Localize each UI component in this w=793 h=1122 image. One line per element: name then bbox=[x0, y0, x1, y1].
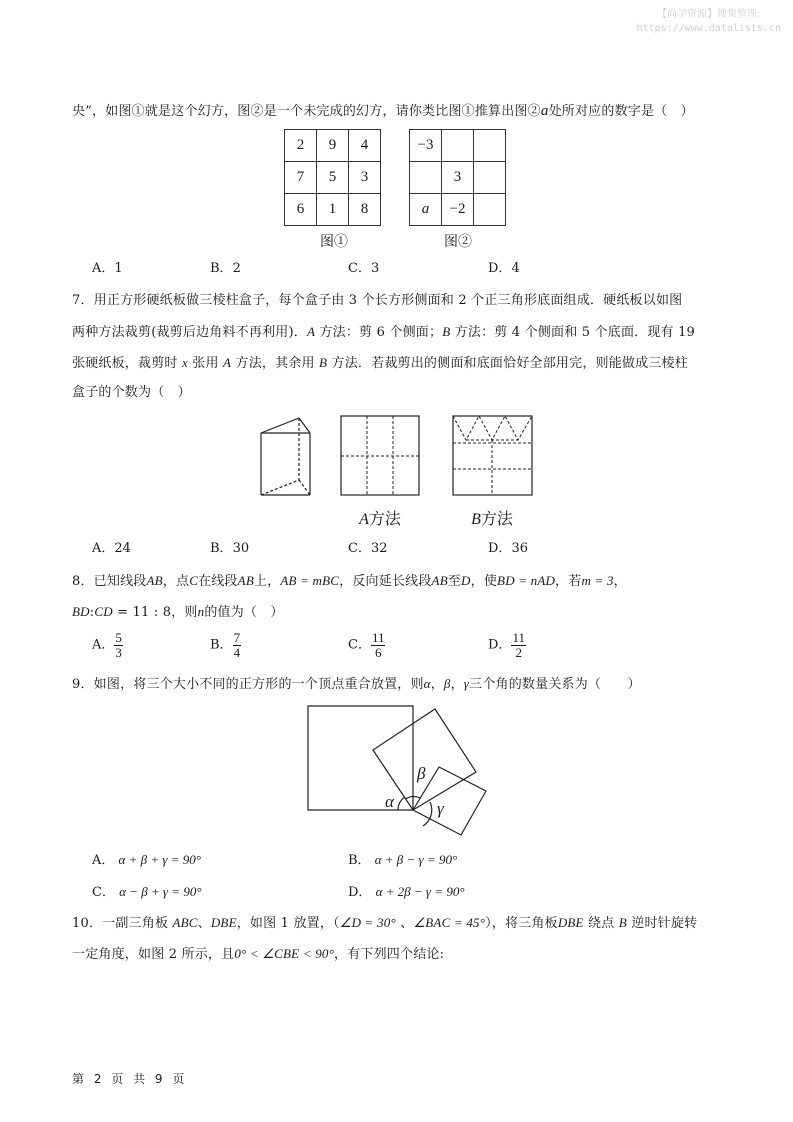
option-label: C． bbox=[348, 261, 371, 276]
alpha-arc bbox=[398, 797, 405, 810]
q9-option-a[interactable] bbox=[92, 852, 201, 869]
watermark-url: https://www.datalists.cn bbox=[636, 23, 781, 34]
var-A: A bbox=[223, 355, 232, 370]
option-value: 1 bbox=[114, 261, 123, 276]
option-value: 30 bbox=[232, 541, 250, 556]
text: = 11 : 8，则 bbox=[112, 605, 198, 620]
text: 、 bbox=[197, 916, 211, 931]
text: ，有下列四个结论: bbox=[334, 947, 445, 962]
text: 9．如图，将三个大小不同的正方形的一个顶点重合放置，则 bbox=[72, 677, 424, 692]
q10-line-1 bbox=[72, 915, 697, 932]
cell: 7 bbox=[285, 162, 317, 194]
text: 方法，其余用 bbox=[231, 356, 320, 371]
text: 张硬纸板，裁剪时 bbox=[72, 356, 182, 371]
q9-option-b[interactable] bbox=[348, 852, 457, 869]
option-label: C． bbox=[348, 541, 371, 556]
gamma-arc bbox=[423, 802, 432, 826]
option-value: α + β + γ = 90° bbox=[118, 852, 201, 867]
option-label: A． bbox=[92, 541, 115, 556]
math: AB bbox=[431, 573, 448, 588]
var-x: x bbox=[181, 355, 188, 370]
q7-line-1: 7．用正方形硬纸板做三棱柱盒子，每个盒子由 3 个长方形侧面和 2 个正三角形底面组成．硬纸板以如图 bbox=[72, 293, 683, 308]
option-value: 2 bbox=[232, 261, 241, 276]
option-label: C． bbox=[92, 885, 115, 900]
option-label: B． bbox=[210, 261, 233, 276]
text: 、 bbox=[395, 916, 414, 931]
option-value: α + β − γ = 90° bbox=[374, 852, 458, 867]
cell: 4 bbox=[349, 130, 381, 162]
caption-text: 方法 bbox=[368, 509, 401, 528]
q7-line-4: 盒子的个数为（ ） bbox=[72, 385, 191, 400]
math: m = 3 bbox=[581, 573, 614, 588]
cell: 5 bbox=[317, 162, 349, 194]
text: 10．一副三角板 bbox=[72, 916, 173, 931]
text: ，使 bbox=[470, 574, 498, 589]
q6-stem-text-1: 央”，如图①就是这个幻方，图②是一个未完成的幻方，请你类比图①推算出图② bbox=[72, 104, 541, 119]
math: 0° < ∠CBE < 90° bbox=[234, 946, 334, 961]
math: AB bbox=[237, 573, 254, 588]
option-label: B． bbox=[348, 853, 371, 868]
option-value: α + 2β − γ = 90° bbox=[375, 884, 465, 899]
text: 方法：剪 6 个侧面； bbox=[315, 325, 443, 340]
math: B bbox=[618, 915, 627, 930]
figure-2-caption: 图② bbox=[444, 234, 472, 250]
math: ∠D = 30° bbox=[339, 915, 396, 930]
var-B: B bbox=[442, 324, 451, 339]
option-value: 36 bbox=[511, 541, 528, 556]
q9-option-d[interactable] bbox=[348, 884, 465, 901]
cell: 8 bbox=[349, 194, 381, 226]
cell: 2 bbox=[285, 130, 317, 162]
text: 方法．若裁剪出的侧面和底面恰好全部用完，则能做成三棱柱 bbox=[327, 356, 688, 371]
option-value: 3 bbox=[370, 261, 380, 276]
cell: −3 bbox=[410, 130, 442, 162]
figure-1-caption: 图① bbox=[320, 234, 348, 250]
denominator: 2 bbox=[515, 645, 522, 660]
text: 在线段 bbox=[198, 574, 238, 589]
watermark-title: 【尚学资源】搜集整理: bbox=[657, 9, 761, 20]
text: 一定角度，如图 2 所示，且 bbox=[72, 947, 235, 962]
var-B: B bbox=[471, 511, 481, 528]
text: 逆时针旋转 bbox=[626, 916, 698, 931]
text: 至 bbox=[447, 574, 462, 589]
option-label: B． bbox=[210, 637, 233, 653]
text: ， bbox=[430, 677, 444, 692]
text: 上， bbox=[253, 574, 281, 589]
cell: a bbox=[410, 194, 442, 226]
text: ，反向延长线段 bbox=[339, 574, 432, 589]
caption-text: 方法 bbox=[480, 509, 513, 528]
text: 的值为（ ） bbox=[204, 605, 284, 620]
text: 三个角的数量关系为（ ） bbox=[469, 677, 641, 692]
option-label: B． bbox=[210, 541, 233, 556]
cell: 9 bbox=[317, 130, 349, 162]
math: C bbox=[189, 573, 199, 588]
math-beta: β bbox=[443, 676, 451, 691]
text: 绕点 bbox=[583, 916, 619, 931]
math: DBE bbox=[557, 915, 584, 930]
option-label: A． bbox=[92, 853, 115, 868]
cell: 3 bbox=[349, 162, 381, 194]
math: n bbox=[197, 604, 205, 619]
text: 两种方法裁剪(裁剪后边角料不再利用)． bbox=[72, 325, 307, 340]
math: DBE bbox=[210, 915, 237, 930]
text: ，若 bbox=[555, 574, 582, 589]
text: ， bbox=[613, 574, 627, 589]
option-label: D． bbox=[488, 541, 512, 556]
cell: 6 bbox=[285, 194, 317, 226]
option-label: A． bbox=[92, 637, 115, 653]
text: 8．已知线段 bbox=[72, 574, 147, 589]
math: AB bbox=[146, 573, 163, 588]
option-value: 4 bbox=[511, 261, 520, 276]
numerator: 11 bbox=[371, 630, 385, 645]
math-alpha: α bbox=[423, 676, 431, 691]
cell: 1 bbox=[317, 194, 349, 226]
option-label: D． bbox=[348, 885, 372, 900]
math: ∠BAC = 45° bbox=[413, 915, 486, 930]
option-value: 32 bbox=[370, 541, 388, 556]
option-label: D． bbox=[488, 637, 512, 653]
text: ），将三角板 bbox=[485, 916, 558, 931]
text: 方法：剪 4 个侧面和 5 个底面．现有 19 bbox=[450, 325, 696, 340]
math: : bbox=[89, 605, 95, 620]
q10-line-2 bbox=[72, 946, 444, 963]
text: ，点 bbox=[162, 574, 190, 589]
math: AB = mBC bbox=[280, 573, 340, 588]
var-B: B bbox=[319, 355, 328, 370]
option-label: D． bbox=[488, 261, 512, 276]
denominator: 3 bbox=[115, 645, 122, 660]
option-label: A． bbox=[92, 261, 115, 276]
option-label: C． bbox=[348, 637, 371, 653]
math-gamma: γ bbox=[463, 676, 470, 691]
cell: 3 bbox=[442, 162, 474, 194]
figure-label-gamma: γ bbox=[437, 799, 444, 818]
math: D bbox=[461, 573, 471, 588]
page-number: 第 2 页 共 9 页 bbox=[72, 1072, 188, 1086]
text: ，如图 1 放置，（ bbox=[236, 916, 340, 931]
option-value: α − β + γ = 90° bbox=[119, 884, 202, 899]
var-A: A bbox=[359, 511, 369, 528]
denominator: 6 bbox=[374, 645, 382, 660]
figure-label-beta: β bbox=[417, 764, 426, 783]
denominator: 4 bbox=[233, 645, 241, 660]
numerator: 7 bbox=[233, 630, 241, 645]
math: CD bbox=[94, 604, 113, 619]
q6-var-a: a bbox=[540, 103, 549, 119]
math: BD = nAD bbox=[497, 573, 556, 588]
numerator: 11 bbox=[512, 630, 525, 645]
text: 张用 bbox=[187, 356, 223, 371]
numerator: 5 bbox=[115, 630, 122, 645]
figure-label-alpha: α bbox=[385, 792, 394, 811]
math: BD bbox=[72, 604, 90, 619]
large-square bbox=[308, 706, 413, 810]
text: ， bbox=[450, 677, 464, 692]
math: ABC bbox=[172, 915, 198, 930]
var-A: A bbox=[306, 324, 316, 339]
q6-stem-text-2: 处所对应的数字是（ ） bbox=[548, 104, 694, 119]
option-value: 24 bbox=[114, 541, 131, 556]
q9-option-c[interactable] bbox=[92, 884, 202, 901]
cell: −2 bbox=[442, 194, 474, 226]
